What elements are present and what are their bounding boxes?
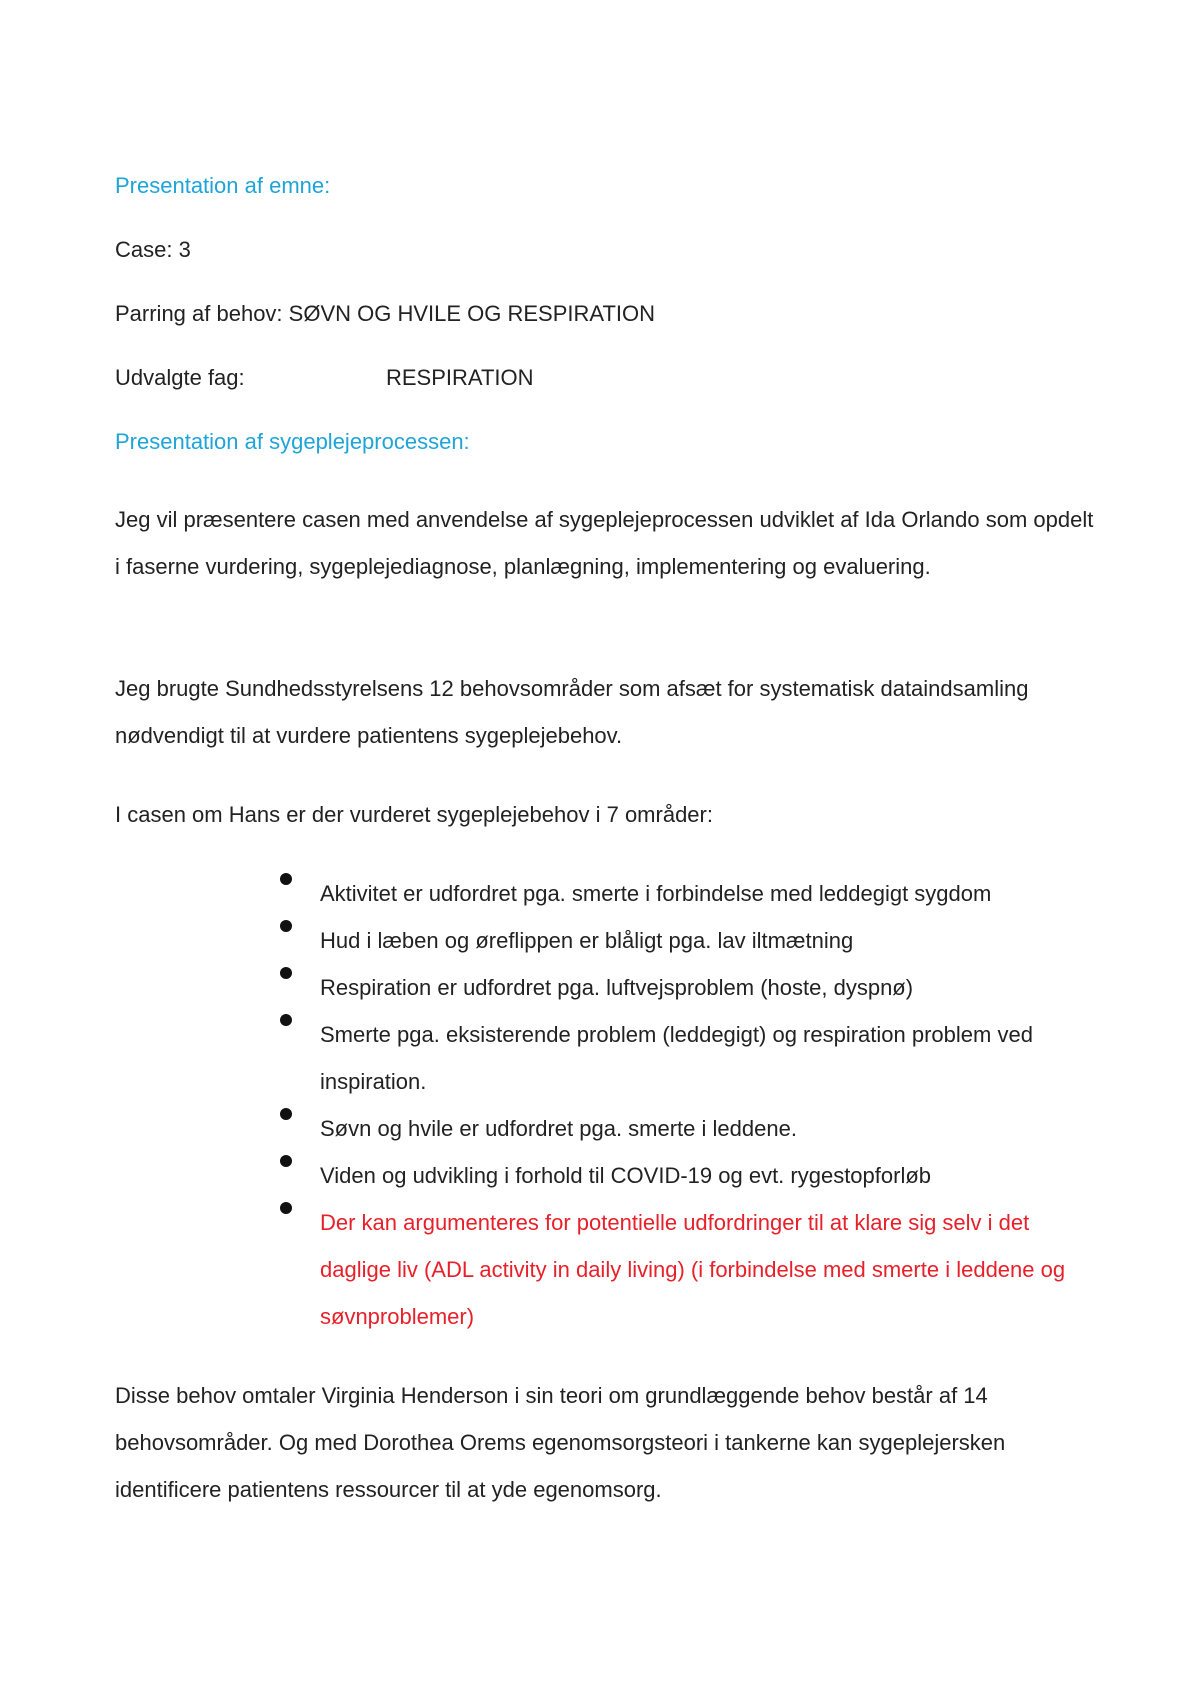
list-item	[280, 917, 1080, 964]
list-item-text: Viden og udvikling i forhold til COVID-19 og evt. rygestopforløb	[320, 1163, 932, 1188]
case-line: Case: 3	[115, 237, 191, 262]
list-item-text: Søvn og hvile er udfordret pga. smerte i leddene.	[320, 1116, 797, 1141]
subject-label: Udvalgte fag:	[115, 365, 245, 390]
list-item	[280, 1152, 1080, 1199]
subject-line	[115, 363, 1100, 393]
paragraph-henderson-orem: Disse behov omtaler Virginia Henderson i sin teori om grundlæggende behov består af 14 behovsområder. Og med Dorothea Orems egenomsorgsteori i tankerne kan sygeplejersken identificere patientens ressourcer til at yde egenomsorg.	[115, 1383, 1006, 1502]
list-item	[280, 964, 1080, 1011]
list-item-text: Smerte pga. eksisterende problem (leddegigt) og respiration problem ved inspiration.	[320, 1022, 1033, 1094]
paragraph-sundhedsstyrelsen: Jeg brugte Sundhedsstyrelsens 12 behovsområder som afsæt for systematisk dataindsamling nødvendigt til at vurdere patientens sygeplejebehov.	[115, 676, 1029, 748]
list-item-text: Aktivitet er udfordret pga. smerte i forbindelse med leddegigt sygdom	[320, 881, 992, 906]
topic-heading: Presentation af emne:	[115, 173, 331, 198]
bullet-icon	[280, 920, 292, 932]
bullet-icon	[280, 1155, 292, 1167]
paragraph-orlando: Jeg vil præsentere casen med anvendelse af sygeplejeprocessen udviklet af Ida Orlando som opdelt i faserne vurdering, sygeplejediagnose, planlægning, implementering og evaluering.	[115, 507, 1094, 579]
list-item	[280, 1105, 1080, 1152]
bullet-icon	[280, 873, 292, 885]
list-item-highlighted	[280, 1199, 1080, 1340]
subject-value: RESPIRATION	[386, 365, 534, 390]
process-heading: Presentation af sygeplejeprocessen:	[115, 429, 470, 454]
bullet-icon	[280, 1014, 292, 1026]
list-item-text: Respiration er udfordret pga. luftvejsproblem (hoste, dyspnø)	[320, 975, 914, 1000]
list-item-text: Der kan argumenteres for potentielle udfordringer til at klare sig selv i det daglige liv (ADL activity in daily living) (i forbindelse med smerte i leddene og søvnproblemer)	[320, 1210, 1066, 1329]
bullet-icon	[280, 1202, 292, 1214]
bullet-icon	[280, 1108, 292, 1120]
list-item-text: Hud i læben og øreflippen er blåligt pga. lav iltmætning	[320, 928, 854, 953]
list-item	[280, 870, 1080, 917]
list-item	[280, 1011, 1080, 1105]
bullet-icon	[280, 967, 292, 979]
pairing-line: Parring af behov: SØVN OG HVILE OG RESPIRATION	[115, 301, 655, 326]
paragraph-seven-areas: I casen om Hans er der vurderet sygeplejebehov i 7 områder:	[115, 802, 713, 827]
